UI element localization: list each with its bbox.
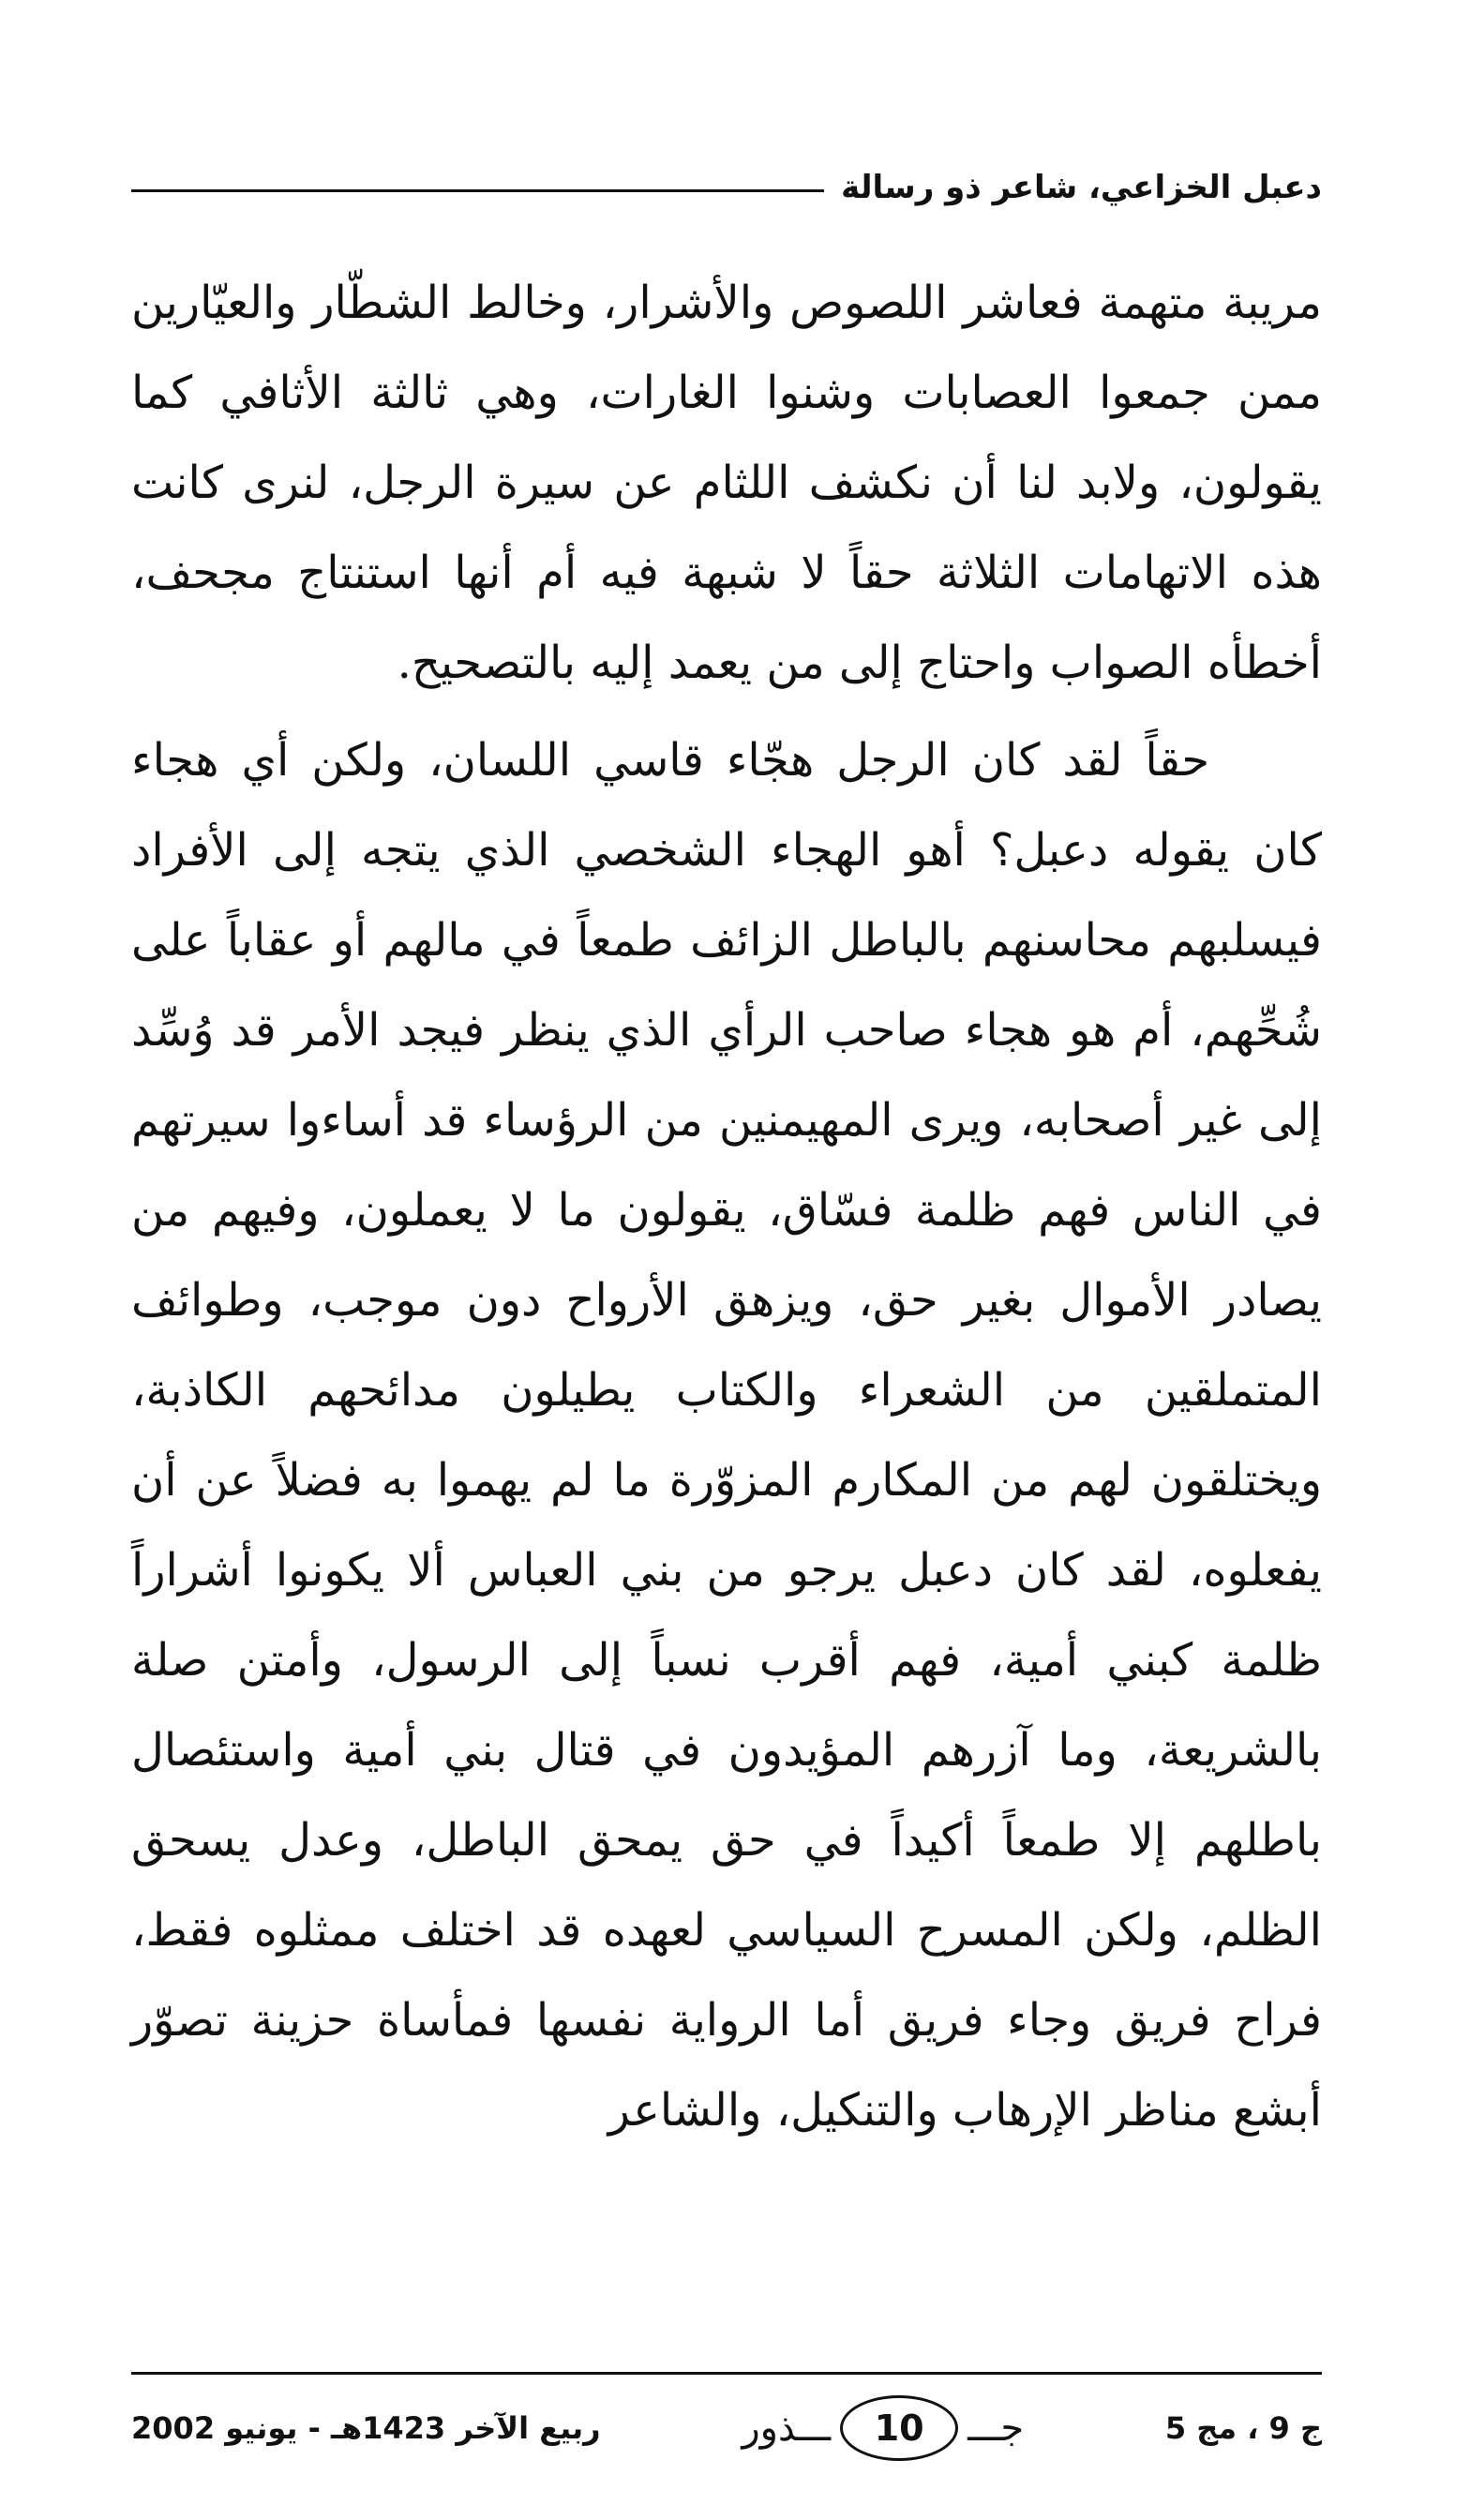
paragraph-1: مريبة متهمة فعاشر اللصوص والأشرار، وخالط الشطّار والعيّارين ممن جمعوا العصابات وشنوا الغارات، وهي ثالثة الأثافي كما يقولون، ولابد لنا أن نكشف اللثام عن سيرة الرجل، لنرى كانت هذه الاتهامات الثلاثة حقاً لا شبهة فيه أم أنها استنتاج مجحف، أخطأه الصواب واحتاج إلى من يعمد إليه بالتصحيح.	[131, 277, 1322, 689]
header-rule	[131, 189, 824, 192]
issue-date: ربيع الآخر 1423هـ - يونيو 2002	[131, 2410, 601, 2446]
running-title: دعبل الخزاعي، شاعر ذو رسالة	[841, 169, 1322, 206]
paragraph-2: حقاً لقد كان الرجل هجّاء قاسي اللسان، ولكن أي هجاء كان يقوله دعبل؟ أهو الهجاء الشخصي الذي يتجه إلى الأفراد فيسلبهم محاسنهم بالباطل الزائف طمعاً في مالهم أو عقاباً على شُحِّهم، أم هو هجاء صاحب الرأي الذي ينظر فيجد الأمر قد وُسِّد إلى غير أصحابه، ويرى المهيمنين من الرؤساء قد أساءوا سيرتهم في الناس فهم ظلمة فسّاق، يقولون ما لا يعملون، وفيهم من يصادر الأموال بغير حق، ويزهق الأرواح دون موجب، وطوائف المتملقين من الشعراء والكتاب يطيلون مدائحهم الكاذبة، ويختلقون لهم من المكارم المزوّرة ما لم يهموا به فضلاً عن أن يفعلوه، لقد كان دعبل يرجو من بني العباس ألا يكونوا أشراراً ظلمة كبني أمية، فهم أقرب نسباً إلى الرسول، وأمتن صلة بالشريعة، وما آزرهم المؤيدون في قتال بني أمية واستئصال باطلهم إلا طمعاً أكيداً في حق يمحق الباطل، وعدل يسحق الظلم، ولكن المسرح السياسي لعهده قد اختلف ممثلوه فقط، فراح فريق وجاء فريق أما الرواية نفسها فمأساة حزينة تصوّر أبشع مناظر الإرهاب والتنكيل، والشاعر	[131, 734, 1323, 2137]
footer-rule	[131, 2372, 1322, 2375]
volume-issue: ج 9 ، مج 5	[1164, 2410, 1322, 2446]
running-header	[131, 159, 1322, 216]
journal-name-suffix: ـــذور	[742, 2407, 832, 2450]
body-text	[131, 258, 1322, 2155]
journal-name-prefix: جـــ	[968, 2407, 1025, 2450]
page-footer	[131, 2391, 1322, 2466]
page-number: 10	[840, 2395, 958, 2461]
document-page	[131, 141, 1322, 2466]
journal-mark	[742, 2395, 1024, 2461]
